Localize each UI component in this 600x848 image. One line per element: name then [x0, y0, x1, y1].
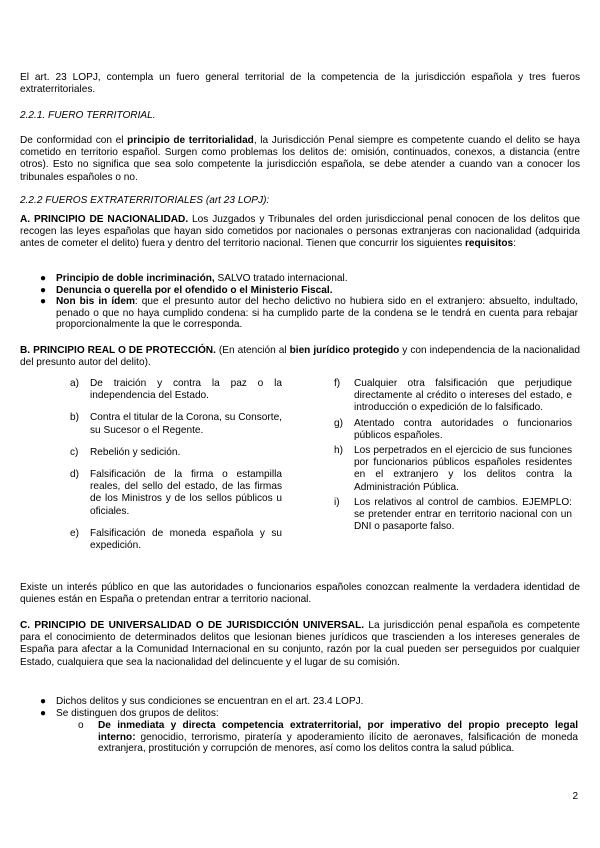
bold-term: requisitos — [464, 238, 514, 250]
text: : — [513, 238, 516, 250]
list-item — [334, 418, 572, 442]
circle-bullet-icon: o — [78, 720, 84, 731]
list-item — [70, 528, 282, 552]
intro-paragraph: El art. 23 LOPJ, contempla un fuero general territorial de la competencia de la jurisdicción española y tres fueros extraterritoriales. — [20, 72, 580, 96]
item-letter: h) — [334, 445, 343, 457]
item-letter: f) — [334, 378, 341, 389]
bold-term: bien jurídico protegido — [289, 345, 400, 356]
list-item — [70, 447, 282, 459]
page-number: 2 — [572, 791, 578, 802]
item-text: Rebelión y sedición. — [90, 446, 181, 458]
item-text: Cualquier otra falsificación que perjudique directamente al crédito o intereses del estado, e introducción o expedición de lo falsificado. — [354, 378, 572, 414]
item-text: Contra el titular de la Corona, su Consorte, su Sucesor o el Regente. — [90, 412, 282, 436]
list-item — [334, 445, 572, 494]
list-item — [30, 273, 578, 285]
item-letter: c) — [70, 446, 79, 458]
paragraph-real-proteccion — [20, 345, 580, 369]
item-letter: b) — [70, 412, 79, 424]
heading-fueros-extraterritoriales: 2.2.2 FUEROS EXTRATERRITORIALES (art 23 LOPJ): — [20, 195, 270, 206]
section-title: C. PRINCIPIO DE UNIVERSALIDAD O DE JURISDICCIÓN UNIVERSAL. — [20, 620, 365, 631]
bold-term: Non bis in ídem — [56, 296, 135, 308]
bold-term: principio de territorialidad — [127, 135, 254, 146]
text: La jurisdicción penal española es competente para el conocimiento de determinados delitos que lesionan bienes jurídicos que trascienden a los intereses generales de España para afectar a la Comunidad Internacional en su conjunto, razón por la cual pueden ser perseguidos por cualquier Estado, cualquiera que sea la nacionalidad del delincuente y el lugar de su comisión. — [20, 620, 580, 668]
section-title: B. PRINCIPIO REAL O DE PROTECCIÓN. — [20, 345, 216, 356]
bold-term: De inmediata y directa competencia extraterritorial, por imperativo del propio precepto legal interno: — [98, 720, 578, 743]
list-item — [30, 296, 578, 331]
paragraph-nacionalidad — [20, 214, 580, 251]
item-letter: i) — [334, 496, 340, 508]
list-item — [72, 720, 578, 755]
universalidad-sublist — [72, 720, 578, 755]
item-text: De traición y contra la paz o la independencia del Estado. — [90, 378, 282, 402]
bullet-icon: ● — [40, 707, 47, 719]
item-text: Atentado contra autoridades o funcionarios públicos españoles. — [354, 417, 572, 441]
text: genocidio, terrorismo, piratería y apoderamiento ilícito de aeronaves, falsificación de moneda extranjera, prostitución y corrupción de menores, así como los delitos contra la salud pública. — [98, 731, 578, 755]
text: (En atención al — [215, 345, 290, 356]
list-item — [70, 378, 282, 402]
list-item — [30, 708, 578, 720]
item-letter: g) — [334, 417, 343, 429]
text: Dichos delitos y sus condiciones se encuentran en el art. 23.4 LOPJ. — [56, 696, 364, 707]
item-text: Los relativos al control de cambios. EJEMPLO: se pretender entrar en territorio nacional con un DNI o pasaporte falso. — [354, 496, 572, 533]
bullet-icon: ● — [40, 696, 47, 707]
text: , la Jurisdicción Penal siempre es competente cuando el delito se haya cometido en territorio español. Surgen como problemas los delitos de: omisión, continuados, conexos, a distancia (entre otros). Esto no significa que sea solo competente la jurisdicción española, se debe atender a cuando van a conocer los tribunales españoles o no. — [20, 135, 581, 183]
list-item — [70, 469, 282, 518]
bold-term: Denuncia o querella por el ofendido o el Ministerio Fiscal. — [56, 284, 333, 296]
text: Se distinguen dos grupos de delitos: — [56, 707, 219, 719]
list-item — [30, 696, 578, 708]
paragraph-interes-publico: Existe un interés público en que las autoridades o funcionarios españoles conozcan realmente la verdadera identidad de quienes están en España o pretendan entrar a territorio nacional. — [20, 582, 580, 606]
list-item — [334, 497, 572, 534]
bullet-icon: ● — [40, 273, 47, 284]
bullet-icon: ● — [40, 284, 47, 296]
item-letter: e) — [70, 527, 79, 539]
item-letter: a) — [70, 378, 79, 389]
paragraph-universalidad — [20, 620, 580, 669]
list-item — [334, 378, 572, 415]
text: y con independencia de la nacionalidad del presunto autor del delito). — [20, 345, 580, 369]
universalidad-list — [30, 696, 578, 719]
text: SALVO tratado internacional. — [214, 273, 348, 284]
heading-fuero-territorial: 2.2.1. FUERO TERRITORIAL. — [20, 110, 156, 121]
requisitos-list — [30, 273, 578, 331]
list-item — [30, 285, 578, 297]
section-title: A. PRINCIPIO DE NACIONALIDAD. — [20, 214, 189, 225]
item-text: Los perpetrados en el ejercicio de sus funciones por funcionarios públicos españoles residentes en el extranjero y los delitos contra la Administración Pública. — [354, 445, 572, 493]
bold-term: Principio de doble incriminación, — [56, 273, 215, 284]
text: : que el presunto autor del hecho delictivo no hubiera sido en el extranjero: absuelto, indultado, penado o que no haya cumplido condena: si ha cumplido parte de la condena se le tendrá en cuenta para rebajar proporcionalmente la que le corresponda. — [56, 296, 578, 331]
bullet-icon: ● — [40, 296, 47, 308]
delitos-column-right — [334, 378, 572, 533]
item-text: Falsificación de la firma o estampilla reales, del sello del estado, de las firmas de los Ministros y de los sellos públicos u oficiales. — [90, 469, 282, 517]
item-letter: d) — [70, 469, 79, 481]
list-item — [70, 412, 282, 436]
paragraph-territorialidad — [20, 135, 580, 184]
text: Los Juzgados y Tribunales del orden jurisdiccional penal conocen de los delitos que recogen las leyes españolas que hayan sido cometidos por nacionales o personas extranjeras con nacionalidad (adquirida antes de cometer el delito) fuera y dentro del territorio nacional. Tienen que concurrir los siguientes — [20, 214, 580, 250]
delitos-column-left — [70, 378, 282, 552]
item-text: Falsificación de moneda española y su expedición. — [90, 527, 282, 552]
text: De conformidad con el — [20, 135, 128, 146]
